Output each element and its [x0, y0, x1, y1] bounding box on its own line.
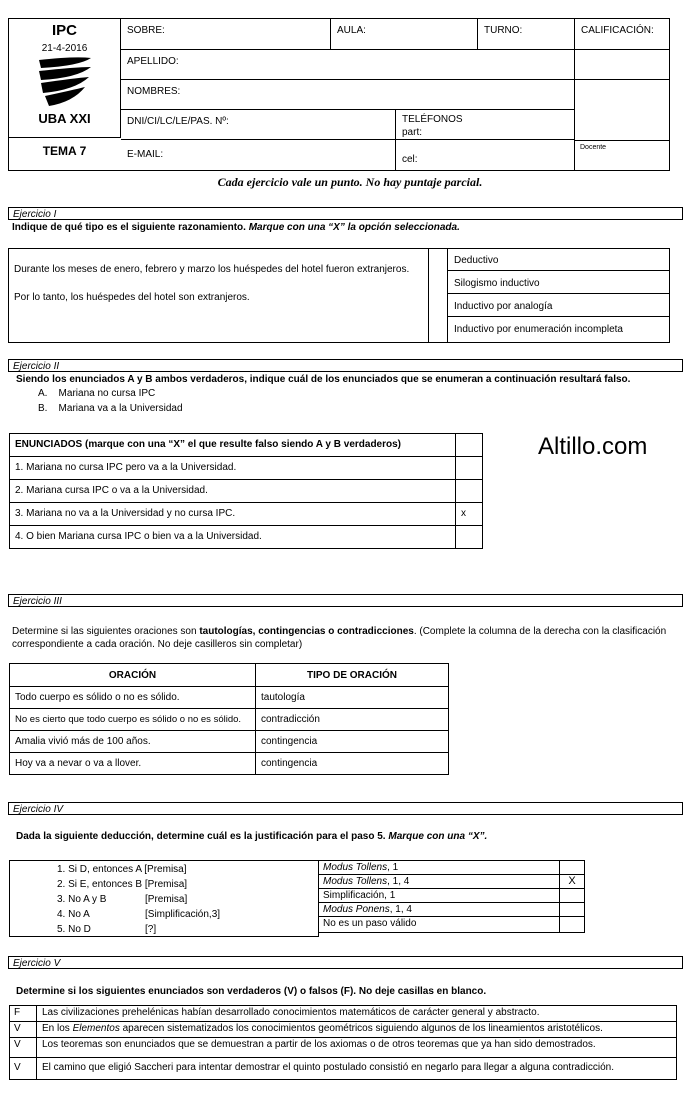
ex2-statement-b: B. Mariana va a la Universidad — [38, 403, 183, 414]
ex4-option-mark[interactable] — [560, 917, 585, 933]
cel-field[interactable]: cel: — [396, 140, 575, 171]
ex5-mark[interactable]: F — [10, 1006, 37, 1022]
table-row — [10, 753, 449, 775]
ipc-title: IPC — [51, 22, 77, 39]
docente-label: Docente — [580, 144, 607, 151]
dni-field[interactable]: DNI/CI/LC/LE/PAS. Nº: — [121, 110, 396, 140]
ex3-title: Ejercicio III — [8, 594, 683, 607]
turno-field[interactable]: TURNO: — [478, 19, 575, 50]
table-row — [10, 1038, 677, 1058]
ex3-instruction: Determine si las siguientes oraciones son tautologías, contingencias o contradicciones. (Complete la columna de la derecha con la clasificación correspondiente a cada oración. No deje casilleros sin completar) — [12, 626, 667, 650]
ex4-instruction: Dada la siguiente deducción, determine cuál es la justificación para el paso 5. Marque con una “X”. — [16, 831, 488, 842]
ex2-row-text: 2. Mariana cursa IPC o va a la Universidad. — [10, 480, 456, 503]
ex5-mark[interactable]: V — [10, 1038, 37, 1058]
ex1-option-enumeracion[interactable]: Inductivo por enumeración incompleta — [454, 324, 623, 335]
ex2-row-mark[interactable] — [456, 526, 483, 549]
table-row — [10, 1058, 677, 1080]
table-row — [10, 526, 483, 549]
ex2-statement-a: A. Mariana no cursa IPC — [38, 388, 156, 399]
ex4-title: Ejercicio IV — [8, 802, 683, 815]
ex2-instruction: Siendo los enunciados A y B ambos verdaderos, indique cuál de los enunciados que se enumeran a continuación resultará falso. — [16, 374, 631, 385]
ex2-row-text: 1. Mariana no cursa IPC pero va a la Universidad. — [10, 457, 456, 480]
ex5-statement: El camino que eligió Saccheri para intentar demostrar el quinto postulado consistió en negarlo para llegar a alguna contradicción. — [37, 1058, 677, 1080]
ex1-conclusion: Por lo tanto, los huéspedes del hotel son extranjeros. — [14, 292, 250, 303]
table-row — [10, 731, 449, 753]
ex4-option: Modus Tollens, 1, 4 — [319, 875, 560, 889]
ex5-title: Ejercicio V — [8, 956, 683, 969]
logo-column — [9, 19, 121, 138]
table-row — [10, 503, 483, 526]
ex3-col-tipo: TIPO DE ORACIÓN — [256, 664, 449, 687]
ex4-option: No es un paso válido — [319, 917, 560, 933]
ex1-options — [447, 248, 670, 342]
ex3-oracion: Hoy va a nevar o va a llover. — [10, 753, 256, 775]
table-row — [319, 861, 585, 875]
table-row — [319, 889, 585, 903]
ex4-step: 4. No A [Simplificación,3] — [57, 909, 221, 920]
ex5-mark[interactable]: V — [10, 1022, 37, 1038]
table-row — [10, 480, 483, 503]
aula-field[interactable]: AULA: — [331, 19, 478, 50]
table-row — [10, 687, 449, 709]
table-row — [319, 917, 585, 933]
ex3-tipo[interactable]: contingencia — [256, 731, 449, 753]
calificacion-field[interactable]: CALIFICACIÓN: — [575, 19, 669, 50]
score-note: Cada ejercicio vale un punto. No hay puntaje parcial. — [217, 175, 483, 189]
docente-box — [575, 140, 669, 171]
ex4-option: Simplificación, 1 — [319, 889, 560, 903]
ex1-option-analogia[interactable]: Inductivo por analogía — [447, 294, 670, 317]
table-row — [10, 434, 483, 457]
ex4-step: 1. Si D, entonces A [Premisa] — [57, 864, 187, 875]
ex2-row-mark[interactable] — [456, 457, 483, 480]
ex2-mark-header — [456, 434, 483, 457]
ex3-table — [9, 663, 449, 775]
uba-logo-icon — [35, 56, 95, 108]
ex2-row-mark[interactable] — [456, 480, 483, 503]
ex5-mark[interactable]: V — [10, 1058, 37, 1080]
tema-label: TEMA 7 — [42, 144, 87, 158]
table-row — [319, 875, 585, 889]
ex4-deduction-box — [9, 860, 319, 937]
ex1-title: Ejercicio I — [8, 207, 683, 220]
calificacion-box-2 — [575, 50, 669, 80]
ex1-divider — [428, 248, 448, 343]
table-row — [10, 709, 449, 731]
table-row — [10, 664, 449, 687]
ex5-table — [9, 1005, 677, 1080]
ex4-option-mark[interactable] — [560, 903, 585, 917]
table-row — [319, 903, 585, 917]
ex3-oracion: No es cierto que todo cuerpo es sólido o no es sólido. — [10, 709, 256, 731]
ex2-table-header: ENUNCIADOS (marque con una “X” el que resulte falso siendo A y B verdaderos) — [10, 434, 456, 457]
ex1-option-silogismo[interactable]: Silogismo inductivo — [447, 271, 670, 294]
ex4-option-mark[interactable] — [560, 889, 585, 903]
nombres-field[interactable]: NOMBRES: — [121, 80, 575, 110]
ex4-step: 5. No D [?] — [57, 924, 157, 935]
uba-xxi-label: UBA XXI — [38, 111, 91, 126]
ex4-option-mark[interactable] — [560, 861, 585, 875]
ex3-tipo[interactable]: contingencia — [256, 753, 449, 775]
email-field[interactable]: E-MAIL: — [121, 140, 396, 171]
ex5-instruction: Determine si los siguientes enunciados son verdaderos (V) o falsos (F). No deje casillas en blanco. — [16, 986, 487, 997]
ex4-option-mark[interactable]: X — [560, 875, 585, 889]
exam-header — [8, 18, 670, 171]
ex5-statement: Los teoremas son enunciados que se demuestran a partir de los axiomas o de otros teoremas que ya han sido demostrados. — [37, 1038, 677, 1058]
ex4-option: Modus Ponens, 1, 4 — [319, 903, 560, 917]
telefonos-field[interactable]: TELÉFONOS part: — [396, 110, 575, 140]
ex3-oracion: Todo cuerpo es sólido o no es sólido. — [10, 687, 256, 709]
table-row — [10, 1022, 677, 1038]
ex1-option-deductivo[interactable]: Deductivo — [447, 248, 670, 271]
sobre-field[interactable]: SOBRE: — [121, 19, 331, 50]
ex2-table — [9, 433, 483, 549]
ex3-tipo[interactable]: contradicción — [256, 709, 449, 731]
table-row — [10, 457, 483, 480]
ex2-title: Ejercicio II — [8, 359, 683, 372]
ex2-row-text: 3. Mariana no va a la Universidad y no cursa IPC. — [10, 503, 456, 526]
table-row — [10, 1006, 677, 1022]
ex4-options-table — [318, 860, 585, 933]
ex2-row-text: 4. O bien Mariana cursa IPC o bien va a la Universidad. — [10, 526, 456, 549]
exam-date: 21-4-2016 — [41, 43, 88, 54]
altillo-watermark: Altillo.com — [538, 433, 648, 460]
ex3-oracion: Amalia vivió más de 100 años. — [10, 731, 256, 753]
ex1-premise: Durante los meses de enero, febrero y marzo los huéspedes del hotel fueron extranjeros. — [14, 264, 410, 275]
ex3-col-oracion: ORACIÓN — [10, 664, 256, 687]
apellido-field[interactable]: APELLIDO: — [121, 50, 575, 80]
ex4-step: 2. Si E, entonces B [Premisa] — [57, 879, 188, 890]
ex5-statement: En los Elementos aparecen sistematizados los conocimientos geométricos siguiendo algunos de los lineamientos aristotélicos. — [37, 1022, 677, 1038]
ex3-tipo[interactable]: tautología — [256, 687, 449, 709]
ex2-row-mark[interactable]: x — [456, 503, 483, 526]
ex1-instruction: Indique de qué tipo es el siguiente razonamiento. Marque con una “X” la opción seleccionada. — [12, 222, 460, 233]
ex4-option: Modus Tollens, 1 — [319, 861, 560, 875]
ex5-statement: Las civilizaciones prehelénicas habían desarrollado conocimientos matemáticos de carácter general y abstracto. — [37, 1006, 677, 1022]
ex4-step: 3. No A y B [Premisa] — [57, 894, 188, 905]
